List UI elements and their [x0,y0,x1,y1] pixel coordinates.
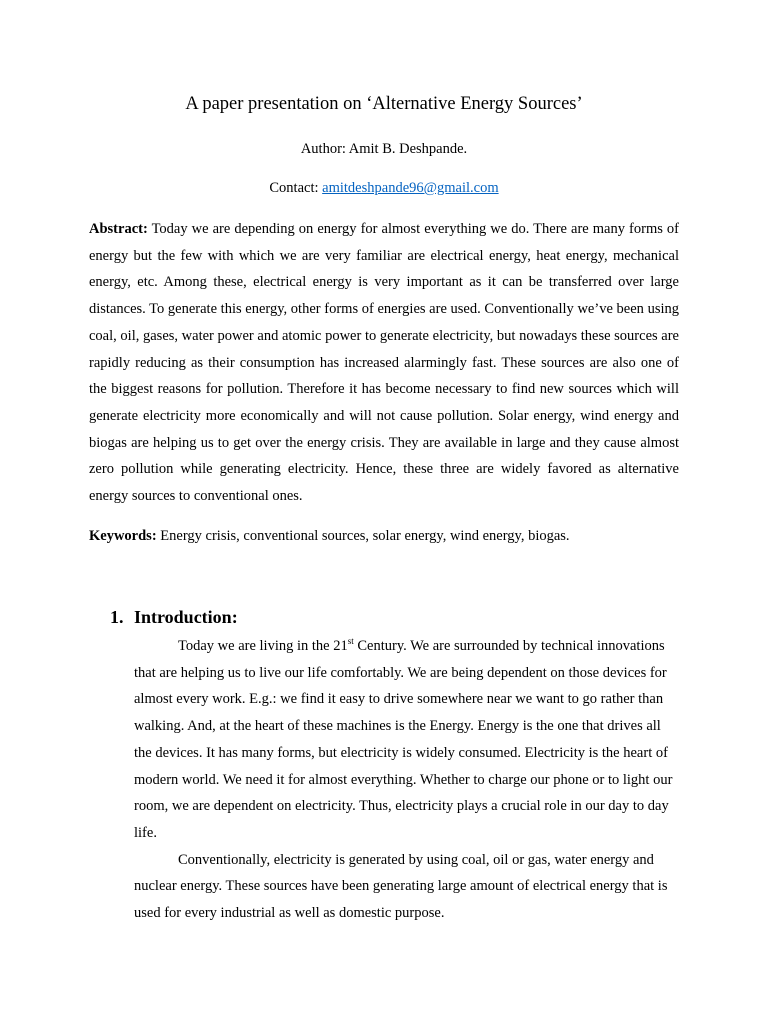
intro-paragraph-1-rest: Century. We are surrounded by technical innovations that are helping us to live our life comfortably. We are being dependent on those devices for almost every work. E.g.: we find it easy to drive somewhere near we want to go rather than walking. And, at the heart of these machines is the Energy. Energy is the one that drives all the devices. It has many forms, but electricity is widely consumed. Electricity is the heart of modern world. We need it for almost everything. Whether to charge our phone or to light our room, we are dependent on electricity. Thus, electricity plays a crucial role in our day to day life. [134,638,673,841]
keywords-label: Keywords: [89,528,157,544]
section-number: 1. [110,607,124,627]
intro-paragraph-1 [134,633,679,847]
author-line: Author: Amit B. Deshpande. [300,141,468,157]
abstract-text: Today we are depending on energy for almost everything we do. There are many forms of energy but the few with which we are very familiar are electrical energy, heat energy, mechanical energy, etc. Among these, electrical energy is very important as it can be transferred over large distances. To generate this energy, other forms of energies are used. Conventionally we’ve been using coal, oil, gases, water power and atomic power to generate electricity, but nowadays these sources are rapidly reducing as their consumption has increased alarmingly fast. These sources are also one of the biggest reasons for pollution. Therefore it has become necessary to find new sources which will generate electricity more economically and will not cause pollution. Solar energy, wind energy and biogas are helping us to get over the energy crisis. They are available in large and they cause almost zero pollution while generating electricity. Hence, these three are widely favored as alternative energy sources to conventional ones. [89,221,679,505]
contact-email-link[interactable]: amitdeshpande96@gmail.com [322,180,499,196]
intro-paragraph-2: Conventionally, electricity is generated by using coal, oil or gas, water energy and nuclear energy. These sources have been generating large amount of electrical energy that is used for every industrial as well as domestic purpose. [134,851,668,922]
ordinal-superscript: st [347,636,354,646]
intro-paragraph-1-start: Today we are living in the 21 [178,638,348,654]
introduction-body [134,633,679,927]
abstract-paragraph [89,216,679,510]
contact-label: Contact: [269,180,323,196]
keywords-paragraph [89,525,679,547]
abstract-label: Abstract: [89,221,148,237]
section-title: Introduction: [134,607,238,627]
contact-line [0,178,768,198]
keywords-text: Energy crisis, conventional sources, solar energy, wind energy, biogas. [156,528,570,544]
section-heading-introduction [110,604,238,630]
paper-title: A paper presentation on ‘Alternative Energy Sources’ [185,94,583,114]
